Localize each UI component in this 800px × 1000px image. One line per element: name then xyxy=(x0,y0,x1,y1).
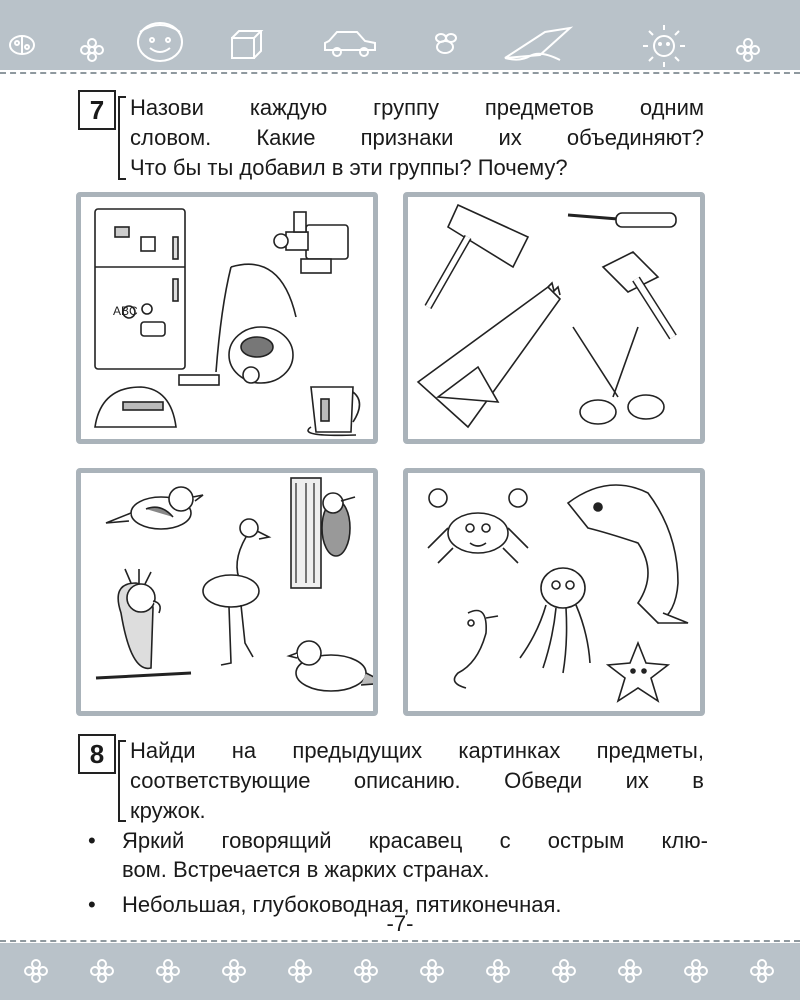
octopus-image xyxy=(520,568,590,673)
flower-icon xyxy=(289,960,311,982)
task-number: 7 xyxy=(78,90,116,130)
flower-icon xyxy=(421,960,443,982)
flower-icon xyxy=(355,960,377,982)
parrot-image xyxy=(96,569,191,678)
list-item-line: вом. Встречается в жарких странах. xyxy=(122,857,490,882)
screwdriver-image xyxy=(568,213,676,227)
woodpecker-image xyxy=(291,478,355,588)
footer-decorations xyxy=(0,943,800,1000)
flower-icon xyxy=(223,960,245,982)
starfish-image xyxy=(608,643,668,701)
iron-image xyxy=(95,387,176,427)
task-bracket xyxy=(118,740,126,822)
car-icon xyxy=(325,32,375,56)
flower-icon xyxy=(685,960,707,982)
axe-image xyxy=(428,205,528,307)
header-decorations xyxy=(0,0,800,70)
electric-kettle-image xyxy=(308,387,360,435)
panel-birds xyxy=(76,468,378,716)
list-item-line: • Яркий говорящий красавец с острым клю- xyxy=(122,828,708,853)
task-text-line: Назови каждую группу предметов одним xyxy=(130,95,704,120)
refrigerator-image xyxy=(95,209,185,369)
footer-band xyxy=(0,943,800,1000)
seahorse-image xyxy=(454,611,498,689)
panel-tools xyxy=(403,192,705,444)
cube-icon xyxy=(232,31,261,58)
scissors-image xyxy=(573,327,664,424)
face-icon xyxy=(138,23,182,61)
list-item-line: • Небольшая, глубоководная, пятиконечная. xyxy=(122,892,562,917)
crab-image xyxy=(428,489,528,563)
task-text xyxy=(130,736,704,826)
flower-icon xyxy=(619,960,641,982)
flower-icon xyxy=(553,960,575,982)
task-text-line: соответствующие описанию. Обведи их в xyxy=(130,768,704,793)
sparrow-image xyxy=(106,487,203,529)
task-text-line: кружок. xyxy=(130,798,206,823)
meat-grinder-image xyxy=(274,212,348,273)
list-item xyxy=(88,826,708,884)
sun-icon xyxy=(643,25,685,67)
flower-icon xyxy=(487,960,509,982)
panel-appliances xyxy=(76,192,378,444)
ladybug-icon xyxy=(10,36,34,54)
panel-sea-animals xyxy=(403,468,705,716)
task-number: 8 xyxy=(78,734,116,774)
flower-icon xyxy=(91,960,113,982)
flower-icon xyxy=(81,39,103,61)
flower-icon xyxy=(25,960,47,982)
pigeon-image xyxy=(289,641,373,691)
hammer-image xyxy=(603,252,673,337)
task-text-line: словом. Какие признаки их объединяют? xyxy=(130,125,704,150)
flamingo-image xyxy=(203,519,269,665)
footer-dashed-line xyxy=(0,940,800,942)
svg-text:ABC: ABC xyxy=(113,304,138,318)
task-8 xyxy=(78,734,704,826)
task-text-line: Что бы ты добавил в эти группы? Почему? xyxy=(130,155,568,180)
kite-icon xyxy=(505,28,570,60)
dolphin-image xyxy=(568,485,688,623)
task-7 xyxy=(78,90,704,190)
bee-icon xyxy=(436,34,456,53)
header-dashed-line xyxy=(0,72,800,74)
saw-image xyxy=(418,283,560,427)
vacuum-cleaner-image xyxy=(179,264,296,385)
header-band xyxy=(0,0,800,70)
flower-icon xyxy=(157,960,179,982)
flower-icon xyxy=(737,39,759,61)
task-text xyxy=(130,93,704,183)
page-number: -7- xyxy=(386,911,414,936)
task-bracket xyxy=(118,96,126,180)
task-text-line: Найди на предыдущих картинках предметы, xyxy=(130,738,704,763)
flower-icon xyxy=(751,960,773,982)
